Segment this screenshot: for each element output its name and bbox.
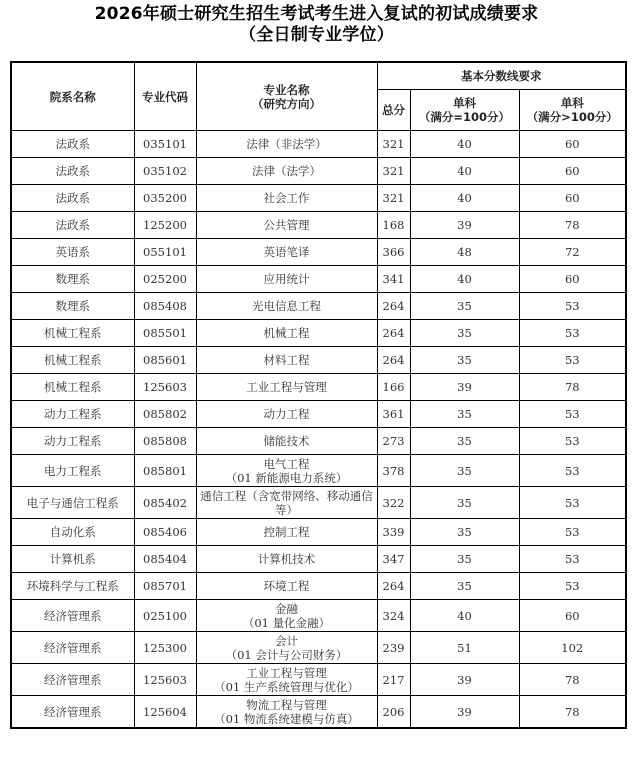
cell-department: 法政系 bbox=[11, 158, 134, 185]
cell-total: 339 bbox=[377, 519, 410, 546]
major-name: 社会工作 bbox=[263, 191, 310, 205]
cell-major-code: 085404 bbox=[134, 546, 196, 573]
cell-department: 法政系 bbox=[11, 212, 134, 239]
cell-major-name bbox=[196, 347, 377, 374]
cell-total: 378 bbox=[377, 455, 410, 487]
cell-total: 273 bbox=[377, 428, 410, 455]
cell-single-gt100: 60 bbox=[519, 600, 626, 632]
cell-single-gt100: 53 bbox=[519, 401, 626, 428]
cell-single-gt100: 72 bbox=[519, 239, 626, 266]
table-row bbox=[11, 696, 626, 729]
cell-major-name bbox=[196, 487, 377, 519]
research-direction: （01 量化金融） bbox=[242, 615, 331, 630]
table-row bbox=[11, 632, 626, 664]
cell-total: 347 bbox=[377, 546, 410, 573]
cell-major-name bbox=[196, 428, 377, 455]
cell-total: 264 bbox=[377, 320, 410, 347]
major-name: 控制工程 bbox=[263, 525, 310, 539]
header-total: 总分 bbox=[377, 90, 410, 131]
cell-department: 动力工程系 bbox=[11, 401, 134, 428]
table-row bbox=[11, 401, 626, 428]
cell-single-100: 39 bbox=[410, 374, 519, 401]
cell-major-code: 035102 bbox=[134, 158, 196, 185]
cell-major-name bbox=[196, 632, 377, 664]
header-basic-score-group: 基本分数线要求 bbox=[377, 62, 626, 90]
cell-total: 321 bbox=[377, 185, 410, 212]
cell-single-100: 39 bbox=[410, 664, 519, 696]
cell-major-name bbox=[196, 158, 377, 185]
cell-major-name bbox=[196, 266, 377, 293]
cell-major-name bbox=[196, 696, 377, 729]
major-name: 电气工程 bbox=[263, 456, 310, 471]
table-row bbox=[11, 664, 626, 696]
cell-single-100: 35 bbox=[410, 519, 519, 546]
cell-single-100: 35 bbox=[410, 546, 519, 573]
major-name: 环境工程 bbox=[263, 579, 310, 593]
cell-department: 环境科学与工程系 bbox=[11, 573, 134, 600]
header-major-name-label: 专业名称 bbox=[263, 82, 310, 97]
score-requirements-table bbox=[10, 61, 627, 729]
header-single-gt100-label: 单科 bbox=[560, 96, 584, 110]
cell-single-100: 35 bbox=[410, 573, 519, 600]
table-row bbox=[11, 131, 626, 158]
table-row bbox=[11, 455, 626, 487]
cell-single-gt100: 53 bbox=[519, 573, 626, 600]
major-name: 金融 bbox=[275, 601, 298, 616]
table-row bbox=[11, 158, 626, 185]
cell-major-name bbox=[196, 320, 377, 347]
cell-single-gt100: 53 bbox=[519, 347, 626, 374]
cell-department: 经济管理系 bbox=[11, 600, 134, 632]
research-direction: （01 物流系统建模与仿真） bbox=[214, 711, 359, 726]
table-row bbox=[11, 239, 626, 266]
cell-total: 341 bbox=[377, 266, 410, 293]
cell-total: 264 bbox=[377, 347, 410, 374]
cell-major-name bbox=[196, 573, 377, 600]
cell-major-code: 085701 bbox=[134, 573, 196, 600]
cell-single-gt100: 60 bbox=[519, 158, 626, 185]
cell-major-name bbox=[196, 401, 377, 428]
cell-major-code: 035200 bbox=[134, 185, 196, 212]
major-name: 法律（法学） bbox=[252, 164, 321, 178]
cell-single-100: 40 bbox=[410, 600, 519, 632]
cell-major-code: 035101 bbox=[134, 131, 196, 158]
cell-major-code: 025100 bbox=[134, 600, 196, 632]
cell-major-code: 085601 bbox=[134, 347, 196, 374]
table-row bbox=[11, 487, 626, 519]
cell-department: 数理系 bbox=[11, 293, 134, 320]
cell-total: 264 bbox=[377, 293, 410, 320]
cell-department: 机械工程系 bbox=[11, 374, 134, 401]
cell-major-code: 125603 bbox=[134, 374, 196, 401]
cell-major-name bbox=[196, 664, 377, 696]
cell-major-name bbox=[196, 293, 377, 320]
cell-major-code: 125603 bbox=[134, 664, 196, 696]
cell-major-name bbox=[196, 185, 377, 212]
cell-single-gt100: 60 bbox=[519, 185, 626, 212]
cell-total: 321 bbox=[377, 131, 410, 158]
cell-single-gt100: 102 bbox=[519, 632, 626, 664]
table-row bbox=[11, 546, 626, 573]
table-body bbox=[11, 131, 626, 729]
major-name: 英语笔译 bbox=[263, 245, 310, 259]
cell-single-100: 39 bbox=[410, 696, 519, 729]
cell-total: 217 bbox=[377, 664, 410, 696]
cell-single-100: 40 bbox=[410, 185, 519, 212]
cell-department: 计算机系 bbox=[11, 546, 134, 573]
cell-major-code: 085802 bbox=[134, 401, 196, 428]
cell-single-100: 35 bbox=[410, 428, 519, 455]
table-row bbox=[11, 573, 626, 600]
cell-major-name bbox=[196, 455, 377, 487]
cell-department: 自动化系 bbox=[11, 519, 134, 546]
major-name: 动力工程 bbox=[263, 407, 310, 421]
cell-single-100: 51 bbox=[410, 632, 519, 664]
major-name: 材料工程 bbox=[263, 353, 310, 367]
cell-major-code: 085408 bbox=[134, 293, 196, 320]
cell-single-100: 48 bbox=[410, 239, 519, 266]
cell-single-100: 35 bbox=[410, 487, 519, 519]
cell-major-code: 085808 bbox=[134, 428, 196, 455]
major-name: 通信工程（含宽带网络、移动通信等） bbox=[200, 488, 373, 517]
header-major-name bbox=[196, 62, 377, 131]
cell-major-code: 085801 bbox=[134, 455, 196, 487]
cell-single-gt100: 78 bbox=[519, 696, 626, 729]
cell-single-100: 40 bbox=[410, 266, 519, 293]
table-row bbox=[11, 519, 626, 546]
cell-department: 电子与通信工程系 bbox=[11, 487, 134, 519]
cell-single-gt100: 53 bbox=[519, 546, 626, 573]
cell-single-gt100: 60 bbox=[519, 266, 626, 293]
cell-major-code: 055101 bbox=[134, 239, 196, 266]
header-single-100 bbox=[410, 90, 519, 131]
cell-single-gt100: 53 bbox=[519, 455, 626, 487]
cell-total: 366 bbox=[377, 239, 410, 266]
major-name: 应用统计 bbox=[263, 272, 310, 286]
cell-total: 239 bbox=[377, 632, 410, 664]
cell-single-100: 35 bbox=[410, 293, 519, 320]
table-row bbox=[11, 428, 626, 455]
major-name: 计算机技术 bbox=[257, 552, 316, 566]
cell-major-code: 085406 bbox=[134, 519, 196, 546]
cell-department: 经济管理系 bbox=[11, 664, 134, 696]
major-name: 光电信息工程 bbox=[252, 299, 321, 313]
cell-total: 206 bbox=[377, 696, 410, 729]
cell-single-100: 35 bbox=[410, 401, 519, 428]
cell-single-gt100: 53 bbox=[519, 428, 626, 455]
research-direction: （01 会计与公司财务） bbox=[225, 647, 348, 662]
cell-single-100: 40 bbox=[410, 131, 519, 158]
cell-department: 法政系 bbox=[11, 131, 134, 158]
cell-major-code: 085402 bbox=[134, 487, 196, 519]
table-row bbox=[11, 320, 626, 347]
table-row bbox=[11, 212, 626, 239]
table-row bbox=[11, 347, 626, 374]
major-name: 工业工程与管理 bbox=[246, 665, 327, 680]
cell-department: 机械工程系 bbox=[11, 347, 134, 374]
cell-single-gt100: 53 bbox=[519, 320, 626, 347]
cell-total: 321 bbox=[377, 158, 410, 185]
cell-single-gt100: 78 bbox=[519, 374, 626, 401]
cell-major-name bbox=[196, 131, 377, 158]
cell-major-code: 025200 bbox=[134, 266, 196, 293]
cell-total: 361 bbox=[377, 401, 410, 428]
major-name: 法律（非法学） bbox=[246, 137, 327, 151]
major-name: 储能技术 bbox=[263, 434, 310, 448]
cell-major-code: 125604 bbox=[134, 696, 196, 729]
header-single-gt100 bbox=[519, 90, 626, 131]
cell-department: 数理系 bbox=[11, 266, 134, 293]
cell-department: 经济管理系 bbox=[11, 632, 134, 664]
cell-single-gt100: 53 bbox=[519, 293, 626, 320]
table-row bbox=[11, 293, 626, 320]
cell-major-name bbox=[196, 600, 377, 632]
major-name: 工业工程与管理 bbox=[246, 380, 327, 394]
cell-single-gt100: 60 bbox=[519, 131, 626, 158]
research-direction: （01 新能源电力系统） bbox=[225, 470, 348, 485]
cell-major-name bbox=[196, 212, 377, 239]
cell-single-100: 35 bbox=[410, 455, 519, 487]
document-title: 2026年硕士研究生招生考试考生进入复试的初试成绩要求 bbox=[94, 4, 539, 24]
cell-major-code: 125300 bbox=[134, 632, 196, 664]
cell-total: 324 bbox=[377, 600, 410, 632]
table-row bbox=[11, 374, 626, 401]
cell-single-gt100: 78 bbox=[519, 212, 626, 239]
cell-total: 166 bbox=[377, 374, 410, 401]
header-department: 院系名称 bbox=[11, 62, 134, 131]
major-name: 会计 bbox=[275, 633, 298, 648]
cell-single-100: 39 bbox=[410, 212, 519, 239]
document-subtitle: （全日制专业学位） bbox=[239, 25, 394, 45]
header-single-100-sub: （满分=100分） bbox=[418, 110, 511, 124]
table-row bbox=[11, 185, 626, 212]
cell-department: 电力工程系 bbox=[11, 455, 134, 487]
cell-single-gt100: 53 bbox=[519, 487, 626, 519]
table-row bbox=[11, 266, 626, 293]
major-name: 物流工程与管理 bbox=[246, 697, 327, 712]
cell-major-name bbox=[196, 239, 377, 266]
cell-total: 264 bbox=[377, 573, 410, 600]
cell-major-code: 125200 bbox=[134, 212, 196, 239]
header-major-code: 专业代码 bbox=[134, 62, 196, 131]
research-direction: （01 生产系统管理与优化） bbox=[214, 679, 359, 694]
header-single-gt100-sub: （满分>100分） bbox=[526, 110, 618, 124]
cell-major-name bbox=[196, 546, 377, 573]
header-major-name-sub: （研究方向） bbox=[252, 96, 321, 111]
cell-single-100: 35 bbox=[410, 347, 519, 374]
table-row bbox=[11, 600, 626, 632]
major-name: 公共管理 bbox=[263, 218, 310, 232]
cell-major-name bbox=[196, 519, 377, 546]
cell-department: 经济管理系 bbox=[11, 696, 134, 729]
cell-single-100: 35 bbox=[410, 320, 519, 347]
cell-department: 法政系 bbox=[11, 185, 134, 212]
cell-single-gt100: 53 bbox=[519, 519, 626, 546]
cell-department: 动力工程系 bbox=[11, 428, 134, 455]
header-single-100-label: 单科 bbox=[453, 96, 476, 110]
cell-major-name bbox=[196, 374, 377, 401]
cell-single-gt100: 78 bbox=[519, 664, 626, 696]
cell-single-100: 40 bbox=[410, 158, 519, 185]
major-name: 机械工程 bbox=[263, 326, 310, 340]
cell-major-code: 085501 bbox=[134, 320, 196, 347]
cell-total: 322 bbox=[377, 487, 410, 519]
cell-department: 英语系 bbox=[11, 239, 134, 266]
cell-department: 机械工程系 bbox=[11, 320, 134, 347]
cell-total: 168 bbox=[377, 212, 410, 239]
